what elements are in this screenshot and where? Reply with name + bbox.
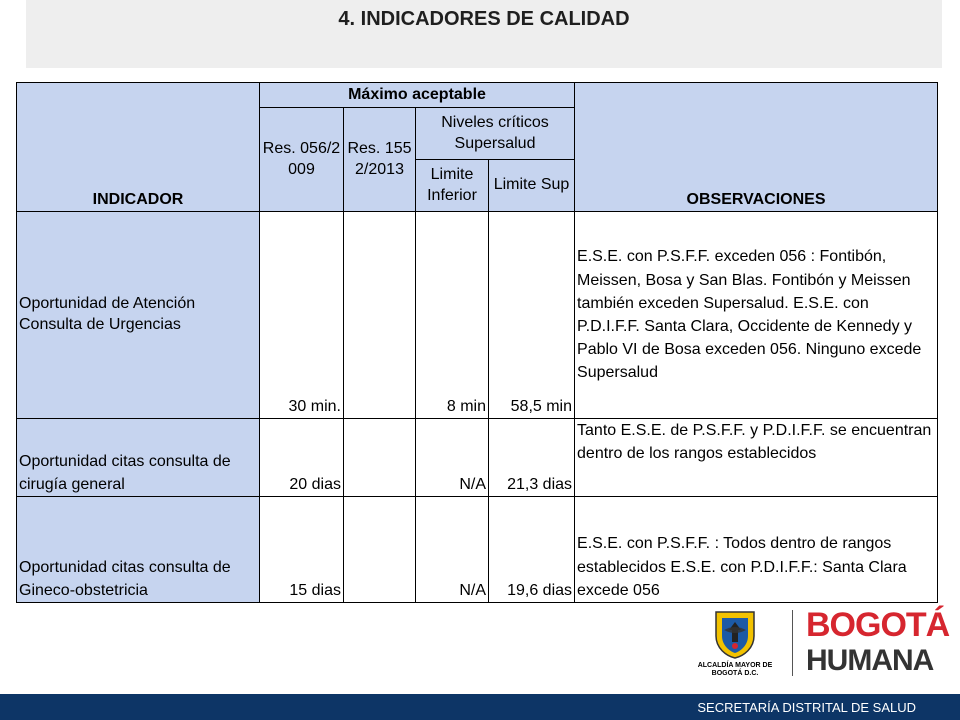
res-1552-cell: [344, 419, 416, 497]
res-1552-cell: [344, 497, 416, 603]
limite-inferior-cell: N/A: [416, 419, 489, 497]
res-056-cell: 20 dias: [260, 419, 344, 497]
bogota-wordmark: BOGOTÁ: [806, 606, 950, 644]
logo-divider: [792, 610, 793, 676]
header-indicador: INDICADOR: [17, 83, 260, 212]
indicador-cell: Oportunidad citas consulta de cirugía general: [17, 419, 260, 497]
logos: [690, 606, 950, 682]
coat-of-arms-icon: [710, 608, 760, 660]
table-row: [17, 212, 938, 419]
footer-label: SECRETARÍA DISTRITAL DE SALUD: [697, 700, 916, 715]
footer-bar: [0, 694, 960, 720]
table-row: [17, 497, 938, 603]
res-056-cell: 30 min.: [260, 212, 344, 419]
header-res-1552: Res. 1552/2013: [344, 108, 416, 212]
header-niveles-criticos: Niveles críticos Supersalud: [416, 108, 575, 160]
limite-inferior-cell: N/A: [416, 497, 489, 603]
limite-inferior-cell: 8 min: [416, 212, 489, 419]
header-limite-inferior: Limite Inferior: [416, 160, 489, 212]
observaciones-cell: E.S.E. con P.S.F.F. exceden 056 : Fontibón, Meissen, Bosa y San Blas. Fontibón y Meissen también exceden Supersalud. E.S.E. con P.D.I.F.F. Santa Clara, Occidente de Kennedy y Pablo VI de Bosa exceden 056. Ninguno excede Supersalud: [575, 212, 938, 419]
header-res-056: Res. 056/2009: [260, 108, 344, 212]
observaciones-cell: E.S.E. con P.S.F.F. : Todos dentro de rangos establecidos E.S.E. con P.D.I.F.F.: Santa Clara excede 056: [575, 497, 938, 603]
limite-sup-cell: 19,6 dias: [489, 497, 575, 603]
humana-wordmark: HUMANA: [806, 644, 934, 677]
indicador-cell: Oportunidad de Atención Consulta de Urgencias: [17, 212, 260, 419]
res-1552-cell: [344, 212, 416, 419]
header-observaciones: OBSERVACIONES: [575, 83, 938, 212]
res-056-cell: 15 dias: [260, 497, 344, 603]
limite-sup-cell: 58,5 min: [489, 212, 575, 419]
header-limite-sup: Limite Sup: [489, 160, 575, 212]
page-title: 4. INDICADORES DE CALIDAD: [338, 8, 630, 30]
table-row: [17, 419, 938, 497]
header-maximo-aceptable: Máximo aceptable: [260, 83, 575, 108]
quality-indicators-table: [16, 82, 938, 603]
limite-sup-cell: 21,3 dias: [489, 419, 575, 497]
title-bar: [26, 0, 942, 68]
observaciones-cell: Tanto E.S.E. de P.S.F.F. y P.D.I.F.F. se encuentran dentro de los rangos establecidos: [575, 419, 938, 497]
alcaldia-label: ALCALDÍA MAYOR DE BOGOTÁ D.C.: [697, 662, 773, 678]
indicador-cell: Oportunidad citas consulta de Gineco-obstetricia: [17, 497, 260, 603]
